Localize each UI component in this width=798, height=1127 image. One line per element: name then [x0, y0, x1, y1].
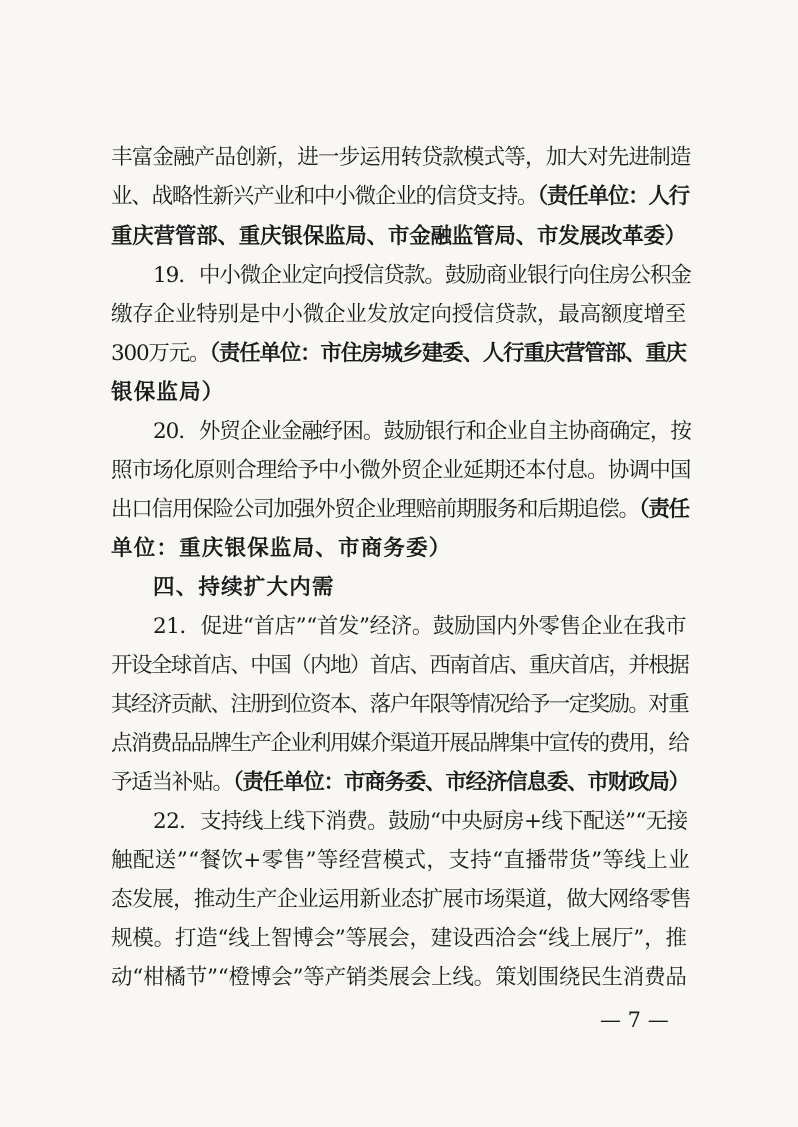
- text-line: 点消费品品牌生产企业利用媒介渠道开展品牌集中宣传的费用，给: [111, 731, 689, 756]
- text-line: 规模。打造“线上智博会”等展会，建设西洽会“线上展厅”，推: [111, 926, 687, 951]
- page-number: — 7 —: [600, 1008, 669, 1032]
- text-line: 业、战略性新兴产业和中小微企业的信贷支持。（责任单位：人行: [111, 184, 689, 209]
- text-line: 300万元。（责任单位：市住房城乡建委、人行重庆营管部、重庆: [111, 341, 686, 366]
- text-line: 缴存企业特别是中小微企业发放定向授信贷款，最高额度增至: [111, 302, 687, 327]
- text-line: 开设全球首店、中国（内地）首店、西南首店、重庆首店，并根据: [111, 653, 689, 678]
- text-line: 重庆营管部、重庆银保监局、市金融监管局、市发展改革委）: [111, 224, 687, 249]
- text-line: 19．中小微企业定向授信贷款。鼓励商业银行向住房公积金: [153, 263, 691, 288]
- text-line: 21．促进“首店”“首发”经济。鼓励国内外零售企业在我市: [153, 614, 687, 639]
- text-line: 22．支持线上线下消费。鼓励“中央厨房+线下配送”“无接: [153, 809, 688, 834]
- text-line: 照市场化原则合理给予中小微外贸企业延期还本付息。协调中国: [111, 458, 691, 483]
- text-line: 丰富金融产品创新，进一步运用转贷款模式等，加大对先进制造: [111, 145, 691, 170]
- text-line: 其经济贡献、注册到位资本、落户年限等情况给予一定奖励。对重: [111, 692, 689, 717]
- text-line: 态发展，推动生产企业运用新业态扩展市场渠道，做大网络零售: [111, 887, 691, 912]
- text-line: 动“柑橘节”“橙博会”等产销类展会上线。策划围绕民生消费品: [111, 965, 687, 990]
- text-line: 予适当补贴。（责任单位：市商务委、市经济信息委、市财政局）: [111, 770, 689, 795]
- text-line: 银保监局）: [111, 380, 225, 405]
- text-line: 出口信用保险公司加强外贸企业理赔前期服务和后期追偿。（责任: [111, 497, 689, 522]
- text-line: 单位：重庆银保监局、市商务委）: [111, 536, 452, 561]
- section-heading: 四、持续扩大内需: [153, 575, 335, 600]
- text-line: 20．外贸企业金融纾困。鼓励银行和企业自主协商确定，按: [153, 419, 691, 444]
- text-line: 触配送”“餐饮+零售”等经营模式，支持“直播带货”等线上业: [111, 848, 691, 873]
